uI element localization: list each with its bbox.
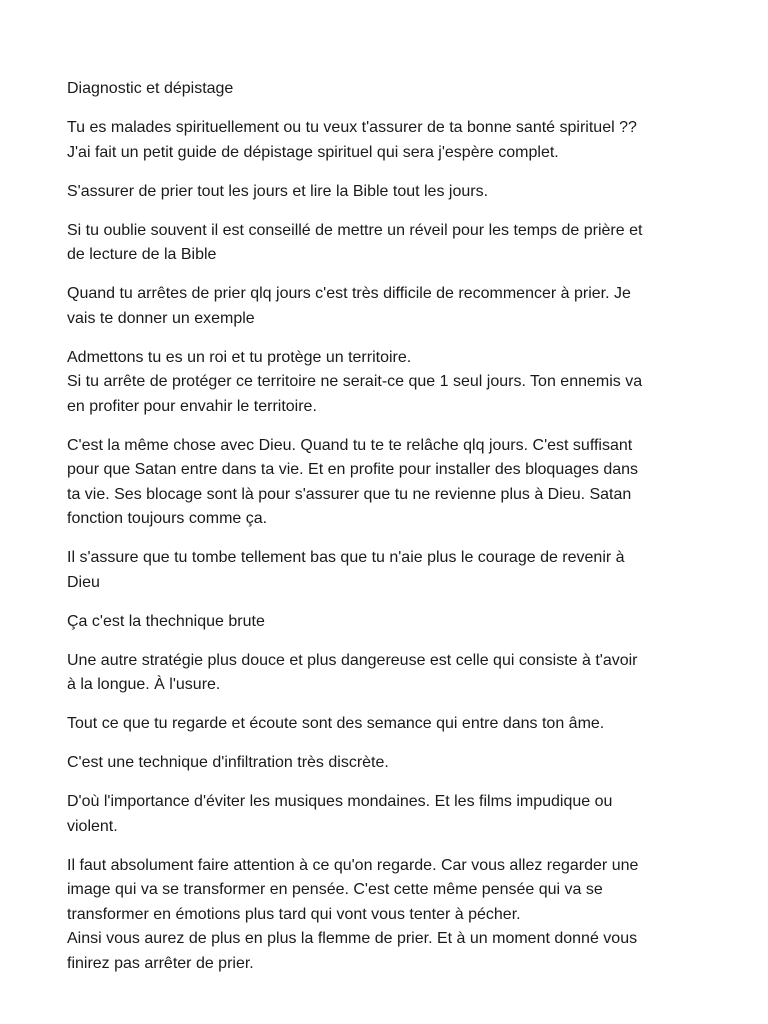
paragraph (67, 346, 707, 420)
text-line: Diagnostic et dépistage (67, 80, 234, 97)
text-line: fonction toujours comme ça. (67, 510, 268, 527)
text-line: violent. (67, 817, 118, 835)
paragraph (67, 116, 707, 165)
text-line: D'où l'importance d'éviter les musiques mondaines. Et les films impudique ou (67, 793, 613, 810)
text-line: pour que Satan entre dans ta vie. Et en profite pour installer des bloquages dans (67, 461, 639, 478)
text-line: C'est la même chose avec Dieu. Quand tu te te relâche qlq jours. C'est suffisant (67, 436, 633, 454)
paragraph (67, 282, 707, 331)
paragraph (67, 546, 707, 595)
text-line: Il faut absolument faire attention à ce qu'on regarde. Car vous allez regarder une (67, 856, 639, 874)
document-body (67, 77, 707, 991)
text-line: à la longue. À l'usure. (67, 676, 221, 693)
text-line: Une autre stratégie plus douce et plus dangereuse est celle qui consiste à t'avoir (67, 651, 638, 669)
text-line: ta vie. Ses blocage sont là pour s'assurer que tu ne revienne plus à Dieu. Satan (67, 485, 632, 503)
text-line: finirez pas arrêter de prier. (67, 954, 254, 972)
paragraph (67, 790, 707, 839)
paragraph (67, 434, 707, 532)
text-line: Si tu arrête de protéger ce territoire ne serait-ce que 1 seul jours. Ton ennemis va (67, 373, 643, 390)
text-line: Quand tu arrêtes de prier qlq jours c'est très difficile de recommencer à prier. Je (67, 285, 631, 302)
document-heading (67, 77, 707, 102)
paragraph (67, 649, 707, 698)
text-line: Admettons tu es un roi et tu protège un territoire. (67, 348, 412, 366)
text-line: en profiter pour envahir le territoire. (67, 397, 317, 415)
text-line: Dieu (67, 573, 100, 591)
paragraph (67, 751, 707, 776)
paragraph (67, 854, 707, 977)
text-line: de lecture de la Bible (67, 246, 217, 263)
paragraph (67, 610, 707, 635)
paragraph (67, 180, 707, 205)
text-line: Il s'assure que tu tombe tellement bas que tu n'aie plus le courage de revenir à (67, 549, 625, 566)
text-line: transformer en émotions plus tard qui vont vous tenter à pécher. (67, 905, 521, 923)
text-line: Ça c'est la thechnique brute (67, 612, 265, 630)
text-line: Tu es malades spirituellement ou tu veux t'assurer de ta bonne santé spirituel ?? (67, 119, 637, 136)
text-line: Tout ce que tu regarde et écoute sont des semance qui entre dans ton âme. (67, 715, 605, 732)
paragraph (67, 712, 707, 737)
paragraph (67, 219, 707, 268)
text-line: vais te donner un exemple (67, 309, 255, 327)
text-line: J'ai fait un petit guide de dépistage spirituel qui sera j'espère complet. (67, 143, 559, 161)
text-line: image qui va se transformer en pensée. C'est cette même pensée qui va se (67, 881, 603, 898)
text-line: Ainsi vous aurez de plus en plus la flemme de prier. Et à un moment donné vous (67, 930, 638, 947)
text-line: C'est une technique d'infiltration très discrète. (67, 754, 389, 771)
text-line: S'assurer de prier tout les jours et lire la Bible tout les jours. (67, 182, 489, 200)
text-line: Si tu oublie souvent il est conseillé de mettre un réveil pour les temps de prière et (67, 221, 643, 239)
